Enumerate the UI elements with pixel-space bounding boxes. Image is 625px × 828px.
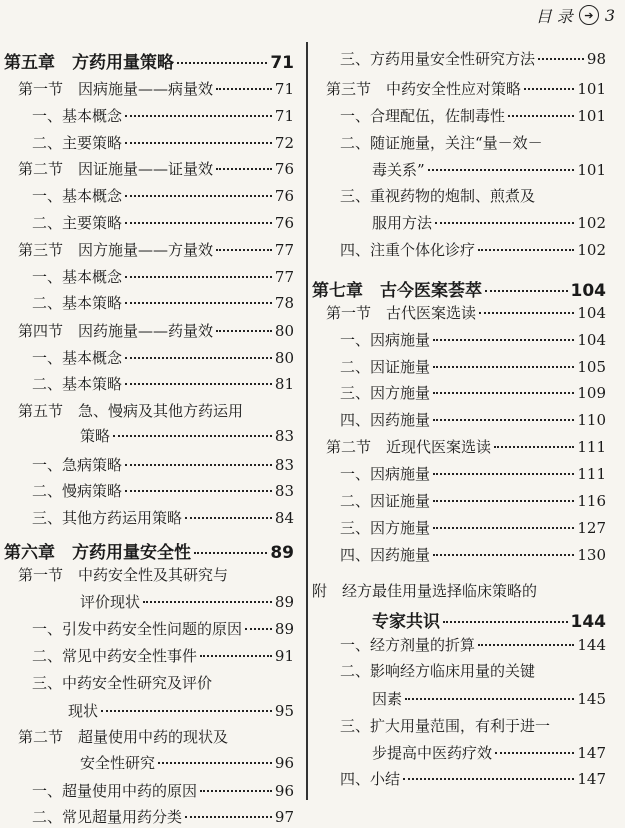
toc-entry[interactable]	[4, 806, 294, 828]
toc-entry[interactable]	[312, 742, 606, 764]
leader-dots	[125, 464, 272, 466]
toc-entry[interactable]	[4, 480, 294, 502]
toc-entry-label: 三、扩大用量范围，有利于进一	[340, 717, 551, 735]
toc-entry-label: 二、因证施量	[340, 358, 431, 376]
toc-entry-page: 78	[274, 294, 294, 312]
toc-entry-label: 步提高中医药疗效	[372, 744, 493, 762]
toc-entry[interactable]	[312, 660, 606, 682]
toc-entry-page: 111	[577, 438, 606, 456]
leader-dots	[125, 490, 272, 492]
toc-entry-page: 72	[274, 134, 294, 152]
toc-entry-label: 一、基本概念	[32, 187, 123, 205]
toc-entry-page: 71	[274, 107, 294, 125]
toc-entry-label: 因素	[372, 690, 403, 708]
leader-dots	[125, 115, 272, 117]
toc-entry-label: 四、因药施量	[340, 411, 431, 429]
toc-entry[interactable]	[4, 320, 294, 342]
toc-entry[interactable]	[312, 276, 606, 301]
leader-dots	[158, 762, 272, 764]
toc-entry[interactable]	[4, 645, 294, 667]
leader-dots	[433, 527, 574, 529]
toc-entry-label: 三、方药用量安全性研究方法	[340, 50, 536, 68]
leader-dots	[435, 222, 574, 224]
toc-entry-page: 84	[274, 509, 294, 527]
toc-entry-label: 毒关系”	[372, 161, 425, 179]
toc-entry[interactable]	[4, 373, 294, 395]
leader-dots	[433, 392, 574, 394]
toc-entry-label: 二、随证施量，关注“量－效－	[340, 134, 543, 152]
toc-entry[interactable]	[312, 105, 606, 127]
toc-entry-label: 二、主要策略	[32, 134, 123, 152]
toc-entry-page: 116	[577, 492, 606, 510]
toc-entry-page: 102	[577, 241, 606, 259]
toc-entry-label: 一、基本概念	[32, 349, 123, 367]
toc-entry[interactable]	[312, 78, 606, 100]
leader-dots	[403, 778, 574, 780]
toc-entry[interactable]	[4, 752, 294, 774]
toc-entry[interactable]	[4, 425, 294, 447]
toc-entry-page: 144	[577, 636, 606, 654]
toc-entry-page: 77	[274, 268, 294, 286]
toc-entry-label: 二、基本策略	[32, 294, 123, 312]
toc-entry-page: 104	[577, 331, 606, 349]
toc-entry-label: 一、经方剂量的折算	[340, 636, 476, 654]
toc-entry-label: 第一节 中药安全性及其研究与	[18, 566, 229, 584]
toc-entry-page: 104	[577, 304, 606, 322]
toc-entry[interactable]	[4, 538, 294, 563]
leader-dots	[433, 554, 574, 556]
toc-entry[interactable]	[4, 105, 294, 127]
leader-dots	[125, 383, 272, 385]
toc-entry-label: 评价现状	[80, 593, 141, 611]
leader-dots	[125, 357, 272, 359]
toc-entry-page: 109	[577, 384, 606, 402]
toc-entry-label: 第四节 因药施量——药量效	[18, 322, 214, 340]
toc-entry[interactable]	[312, 688, 606, 710]
page-number: 3	[604, 5, 615, 25]
toc-entry-label: 第三节 中药安全性应对策略	[326, 80, 522, 98]
toc-entry-label: 附 经方最佳用量选择临床策略的	[312, 582, 538, 600]
toc-entry-page: 111	[577, 465, 606, 483]
toc-entry[interactable]	[312, 159, 606, 181]
toc-entry-page: 80	[274, 322, 294, 340]
toc-entry-page: 89	[270, 543, 294, 563]
toc-entry[interactable]	[312, 409, 606, 431]
toc-entry-page: 127	[577, 519, 606, 537]
toc-entry[interactable]	[4, 618, 294, 640]
leader-dots	[494, 446, 574, 448]
toc-entry[interactable]	[312, 463, 606, 485]
toc-entry[interactable]	[4, 591, 294, 613]
toc-entry-label: 专家共识	[372, 612, 440, 632]
toc-entry[interactable]	[4, 507, 294, 529]
toc-entry-page: 147	[577, 770, 606, 788]
toc-entry-page: 101	[577, 80, 606, 98]
toc-entry[interactable]	[312, 212, 606, 234]
toc-entry-label: 第七章 古今医案荟萃	[312, 281, 482, 301]
leader-dots	[538, 58, 584, 60]
toc-entry-label: 二、因证施量	[340, 492, 431, 510]
toc-entry-label: 三、中药安全性研究及评价	[32, 674, 213, 692]
toc-entry[interactable]	[312, 607, 606, 632]
toc-entry-label: 二、基本策略	[32, 375, 123, 393]
toc-entry-page: 77	[274, 241, 294, 259]
toc-entry[interactable]	[4, 239, 294, 261]
toc-entry[interactable]	[312, 436, 606, 458]
toc-entry-label: 现状	[68, 702, 99, 720]
toc-entry[interactable]	[4, 400, 294, 422]
toc-entry-label: 一、急病策略	[32, 456, 123, 474]
toc-entry-page: 80	[274, 349, 294, 367]
leader-dots	[125, 276, 272, 278]
toc-entry[interactable]	[312, 634, 606, 656]
arrow-right-icon: ➔	[579, 5, 599, 25]
toc-entry-page: 89	[274, 620, 294, 638]
toc-entry[interactable]	[312, 490, 606, 512]
column-divider	[306, 42, 308, 800]
header-title: 目 录	[535, 6, 573, 26]
leader-dots	[478, 249, 574, 251]
toc-entry-label: 策略	[80, 427, 111, 445]
leader-dots	[194, 552, 267, 554]
leader-dots	[443, 621, 568, 623]
leader-dots	[185, 517, 272, 519]
toc-entry-label: 一、因病施量	[340, 465, 431, 483]
toc-entry-label: 第二节 近现代医案选读	[326, 438, 492, 456]
leader-dots	[216, 249, 272, 251]
toc-entry[interactable]	[312, 132, 606, 154]
toc-entry-label: 四、注重个体化诊疗	[340, 241, 476, 259]
leader-dots	[524, 88, 574, 90]
toc-entry-page: 97	[274, 808, 294, 826]
toc-entry-label: 第一节 古代医案选读	[326, 304, 477, 322]
toc-entry-label: 二、主要策略	[32, 214, 123, 232]
toc-entry-page: 96	[274, 782, 294, 800]
toc-entry[interactable]	[312, 580, 606, 602]
toc-entry-page: 96	[274, 754, 294, 772]
toc-entry[interactable]	[312, 715, 606, 737]
toc-entry[interactable]	[312, 768, 606, 790]
leader-dots	[433, 500, 574, 502]
leader-dots	[143, 601, 272, 603]
toc-entry-page: 83	[274, 456, 294, 474]
leader-dots	[433, 419, 574, 421]
toc-entry-label: 一、合理配伍，佐制毒性	[340, 107, 506, 125]
toc-entry-label: 三、因方施量	[340, 384, 431, 402]
toc-entry[interactable]	[4, 347, 294, 369]
toc-entry-page: 76	[274, 214, 294, 232]
leader-dots	[433, 366, 574, 368]
leader-dots	[478, 644, 574, 646]
leader-dots	[433, 339, 574, 341]
toc-entry[interactable]	[312, 382, 606, 404]
toc-entry-label: 一、超量使用中药的原因	[32, 782, 198, 800]
toc-entry-label: 第六章 方药用量安全性	[4, 543, 191, 563]
toc-entry-label: 第三节 因方施量——方量效	[18, 241, 214, 259]
toc-entry-page: 105	[577, 358, 606, 376]
toc-entry[interactable]	[312, 356, 606, 378]
toc-entry-page: 101	[577, 161, 606, 179]
leader-dots	[433, 473, 574, 475]
toc-entry-page: 71	[274, 80, 294, 98]
toc-entry-label: 一、引发中药安全性问题的原因	[32, 620, 243, 638]
toc-entry[interactable]	[4, 292, 294, 314]
leader-dots	[245, 628, 272, 630]
toc-entry-page: 104	[570, 281, 606, 301]
leader-dots	[405, 698, 574, 700]
leader-dots	[508, 115, 574, 117]
toc-entry[interactable]	[4, 564, 294, 586]
toc-entry[interactable]	[4, 185, 294, 207]
toc-entry[interactable]	[4, 700, 294, 722]
toc-entry[interactable]	[312, 544, 606, 566]
toc-entry[interactable]	[312, 48, 606, 70]
toc-entry[interactable]	[4, 454, 294, 476]
toc-entry-label: 第五章 方药用量策略	[4, 53, 174, 73]
leader-dots	[216, 88, 272, 90]
toc-entry[interactable]	[312, 185, 606, 207]
toc-entry[interactable]	[4, 266, 294, 288]
toc-entry[interactable]	[4, 132, 294, 154]
toc-entry[interactable]	[4, 672, 294, 694]
toc-entry-page: 110	[577, 411, 606, 429]
toc-entry-page: 98	[586, 50, 606, 68]
toc-entry[interactable]	[312, 517, 606, 539]
leader-dots	[200, 655, 272, 657]
leader-dots	[113, 435, 272, 437]
leader-dots	[216, 330, 272, 332]
toc-entry-label: 二、常见超量用药分类	[32, 808, 183, 826]
leader-dots	[216, 168, 272, 170]
toc-entry[interactable]	[312, 329, 606, 351]
toc-entry-label: 四、因药施量	[340, 546, 431, 564]
toc-entry-page: 81	[274, 375, 294, 393]
toc-entry-label: 二、影响经方临床用量的关键	[340, 662, 536, 680]
toc-entry-label: 三、重视药物的炮制、煎煮及	[340, 187, 536, 205]
toc-entry-label: 一、基本概念	[32, 268, 123, 286]
toc-entry[interactable]	[312, 239, 606, 261]
toc-entry-label: 一、因病施量	[340, 331, 431, 349]
toc-entry-label: 第五节 急、慢病及其他方药运用	[18, 402, 244, 420]
toc-entry[interactable]	[4, 48, 294, 73]
toc-entry-label: 安全性研究	[80, 754, 156, 772]
leader-dots	[428, 169, 575, 171]
leader-dots	[125, 302, 272, 304]
toc-entry-page: 76	[274, 187, 294, 205]
leader-dots	[479, 312, 574, 314]
toc-entry[interactable]	[4, 726, 294, 748]
toc-entry-page: 89	[274, 593, 294, 611]
toc-entry-page: 144	[570, 612, 606, 632]
toc-entry-page: 130	[577, 546, 606, 564]
toc-entry-label: 四、小结	[340, 770, 401, 788]
toc-entry[interactable]	[4, 158, 294, 180]
toc-entry-page: 71	[270, 53, 294, 73]
toc-entry-label: 第一节 因病施量——病量效	[18, 80, 214, 98]
leader-dots	[125, 142, 272, 144]
toc-entry-label: 第二节 因证施量——证量效	[18, 160, 214, 178]
leader-dots	[125, 195, 272, 197]
toc-entry[interactable]	[4, 780, 294, 802]
toc-entry-label: 三、其他方药运用策略	[32, 509, 183, 527]
toc-entry-label: 二、常见中药安全性事件	[32, 647, 198, 665]
toc-entry-page: 101	[577, 107, 606, 125]
toc-entry-label: 服用方法	[372, 214, 433, 232]
toc-entry-page: 83	[274, 427, 294, 445]
toc-entry-page: 76	[274, 160, 294, 178]
toc-entry-page: 145	[577, 690, 606, 708]
leader-dots	[485, 290, 568, 292]
leader-dots	[495, 752, 574, 754]
toc-entry[interactable]	[312, 302, 606, 324]
page-header	[0, 0, 625, 30]
leader-dots	[200, 790, 272, 792]
toc-entry-label: 三、因方施量	[340, 519, 431, 537]
toc-entry-label: 第二节 超量使用中药的现状及	[18, 728, 229, 746]
toc-entry-page: 91	[274, 647, 294, 665]
toc-entry[interactable]	[4, 212, 294, 234]
toc-entry-page: 102	[577, 214, 606, 232]
leader-dots	[125, 222, 272, 224]
toc-entry-label: 一、基本概念	[32, 107, 123, 125]
toc-entry-page: 95	[274, 702, 294, 720]
toc-entry[interactable]	[4, 78, 294, 100]
toc-entry-page: 83	[274, 482, 294, 500]
toc-entry-label: 二、慢病策略	[32, 482, 123, 500]
leader-dots	[177, 62, 267, 64]
leader-dots	[101, 710, 272, 712]
toc-entry-page: 147	[577, 744, 606, 762]
leader-dots	[185, 816, 272, 818]
